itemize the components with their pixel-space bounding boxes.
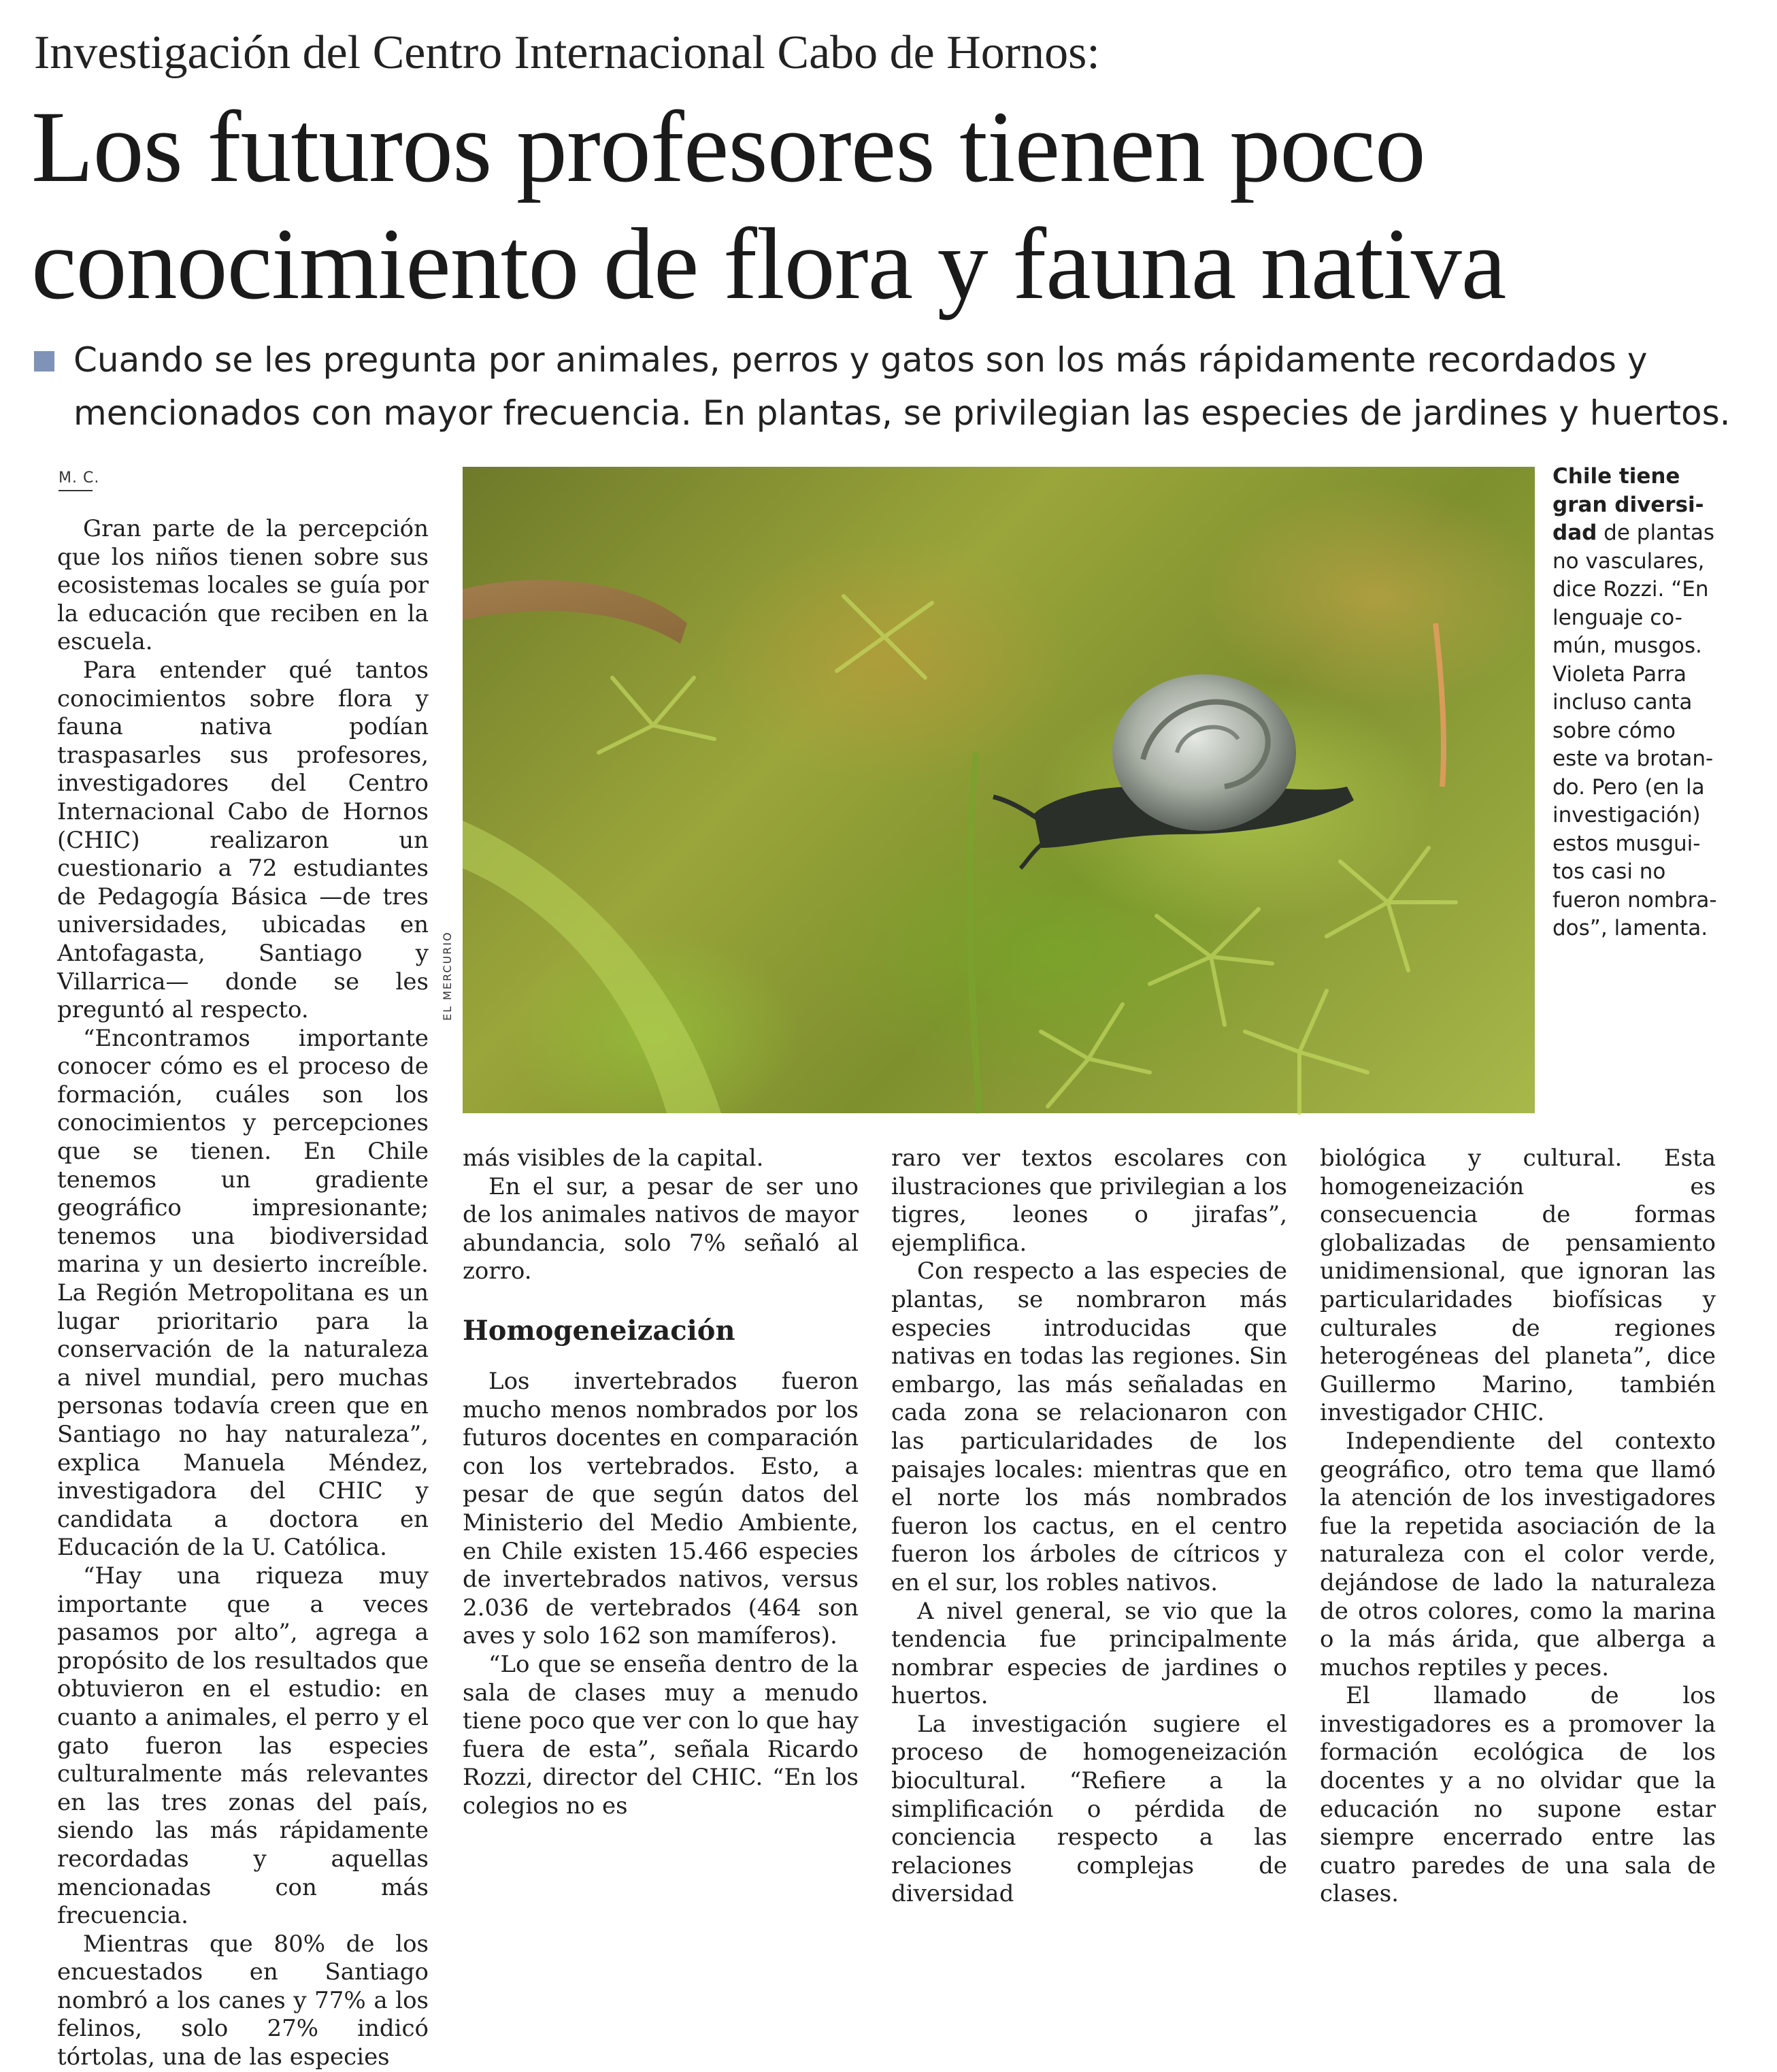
paragraph: Los invertebrados fueron mucho menos nombrados por los futuros docentes en comparación con los vertebrados. Esto, a pesar de que según datos del Ministerio del Medio Ambiente, en Chile existen 15.466 especies de invertebrados nativos, versus 2.036 de vertebrados (464 son aves y solo 162 son mamíferos).: [463, 1367, 859, 1650]
article-column-4: [1320, 1145, 1716, 1908]
paragraph-continued: biológica y cultural. Esta homogeneización es consecuencia de formas globalizadas de pensamiento unidimensional, que ignoran las particularidades biofísicas y culturales de regiones heterogéneas del planeta”, dice Guillermo Marino, también investigador CHIC.: [1320, 1145, 1716, 1427]
caption-line: [1552, 463, 1716, 491]
photo-illustration: [463, 467, 1535, 1113]
byline-rule: [59, 490, 93, 491]
section-subhead: Homogeneización: [463, 1314, 735, 1347]
paragraph: Gran parte de la percepción que los niños tienen sobre sus ecosistemas locales se guía por la educación que reciben en la escuela.: [57, 515, 429, 656]
caption-line: fueron nombra-: [1552, 887, 1717, 912]
caption-line: dos”, lamenta.: [1552, 916, 1708, 940]
photo-caption: [1552, 463, 1716, 943]
caption-bold: dad: [1552, 521, 1597, 545]
paragraph: Independiente del contexto geográfico, otro tema que llamó la atención de los investigadores fue la repetida asociación de la naturaleza con el color verde, dejándose de lado la naturaleza de otros colores, como la marina o la más árida, que alberga a muchos reptiles y peces.: [1320, 1427, 1716, 1681]
paragraph: “Encontramos importante conocer cómo es el proceso de formación, cuáles son los conocimientos y percepciones que se tienen. En Chile tenemos un gradiente geográfico impresionante; tenemos una biodiversidad marina y un desierto increíble. La Región Metropolitana es un lugar prioritario para la conservación de la naturaleza a nivel mundial, pero muchas personas todavía creen que en Santiago no hay naturaleza”, explica Manuela Méndez, investigadora del CHIC y candidata a doctora en Educación de la U. Católica.: [57, 1024, 429, 1562]
square-bullet-icon: [34, 351, 54, 372]
paragraph: La investigación sugiere el proceso de homogeneización biocultural. “Refiere a la simplificación o pérdida de conciencia respecto a las relaciones complejas de diversidad: [891, 1710, 1287, 1908]
caption-line: Violeta Parra: [1552, 661, 1687, 687]
paragraph-continued: raro ver textos escolares con ilustraciones que privilegian a los tigres, leones o jirafas”, ejemplifica.: [891, 1145, 1287, 1257]
dek-line: Cuando se les pregunta por animales, perros y gatos son los más rápidamente recordados y: [73, 340, 1648, 380]
caption-line: [1552, 491, 1716, 520]
snail-on-moss-photo: [463, 467, 1535, 1113]
caption-line: do. Pero (en la: [1552, 774, 1705, 800]
paragraph: Con respecto a las especies de plantas, se nombraron más especies introducidas que nativas en todas las regiones. Sin embargo, las más señaladas en cada zona se relacionaron con las particularidades de los paisajes locales: mientras que en el norte los más nombrados fueron los cactus, en el centro fueron los árboles de cítricos y en el sur, los robles nativos.: [891, 1257, 1287, 1596]
caption-line: mún, musgos.: [1552, 634, 1702, 658]
caption-text: de plantas: [1597, 521, 1715, 545]
article-column-2: [463, 1145, 859, 1820]
dek: [34, 333, 1748, 440]
caption-line: incluso canta: [1552, 690, 1693, 714]
paragraph-continued: más visibles de la capital.: [463, 1145, 764, 1172]
caption-line: investigación): [1552, 803, 1701, 827]
headline-line: conocimiento de flora y fauna nativa: [31, 208, 1506, 320]
paragraph: Para entender qué tantos conocimientos sobre flora y fauna nativa podían traspasarles sus profesores, investigadores del Centro Internacional Cabo de Hornos (CHIC) realizaron un cuestionario a 72 estudiantes de Pedagogía Básica —de tres universidades, ubicadas en Antofagasta, Santiago y Villarrica— donde se les preguntó al respecto.: [57, 656, 429, 1024]
headline: [31, 88, 1759, 323]
paragraph: El llamado de los investigadores es a promover la formación ecológica de los docentes y a no olvidar que la educación no supone estar siempre encerrado entre las cuatro paredes de una sala de clases.: [1320, 1682, 1716, 1908]
dek-line: mencionados con mayor frecuencia. En plantas, se privilegian las especies de jardines y huertos.: [73, 393, 1731, 433]
caption-line: dice Rozzi. “En: [1552, 577, 1709, 602]
paragraph: A nivel general, se vio que la tendencia fue principalmente nombrar especies de jardines o huertos.: [891, 1597, 1287, 1710]
article-column-1: [57, 515, 429, 2071]
caption-line: lenguaje co-: [1552, 605, 1682, 630]
caption-line: [1552, 519, 1716, 548]
caption-bold: Chile tiene: [1552, 464, 1680, 489]
paragraph: Mientras que 80% de los encuestados en Santiago nombró a los canes y 77% a los felinos, solo 27% indicó tórtolas, una de las especies: [57, 1930, 429, 2071]
caption-line: sobre cómo: [1552, 718, 1676, 743]
byline: M. C.: [59, 470, 100, 487]
paragraph: En el sur, a pesar de ser uno de los animales nativos de mayor abundancia, solo 7% señaló al zorro.: [463, 1172, 859, 1285]
caption-line: no vasculares,: [1552, 548, 1705, 574]
headline-line: Los futuros profesores tienen poco: [31, 91, 1425, 203]
caption-bold: gran diversi-: [1552, 492, 1704, 517]
caption-line: estos musgui-: [1552, 831, 1701, 856]
kicker: Investigación del Centro Internacional Cabo de Hornos:: [34, 27, 1100, 79]
paragraph: “Hay una riqueza muy importante que a veces pasamos por alto”, agrega a propósito de los resultados que obtuvieron en el estudio: en cuanto a animales, el perro y el gato fueron las especies culturalmente más relevantes en las tres zonas del país, siendo las más rápidamente recordadas y aquellas mencionadas con más frecuencia.: [57, 1562, 429, 1930]
paragraph: “Lo que se enseña dentro de la sala de clases muy a menudo tiene poco que ver con lo que hay fuera de esta”, señala Ricardo Rozzi, director del CHIC. “En los colegios no es: [463, 1650, 859, 1820]
caption-line: tos casi no: [1552, 859, 1666, 884]
article-column-3: [891, 1145, 1287, 1908]
caption-line: este va brotan-: [1552, 746, 1714, 771]
photo-credit: EL MERCURIO: [441, 931, 454, 1021]
